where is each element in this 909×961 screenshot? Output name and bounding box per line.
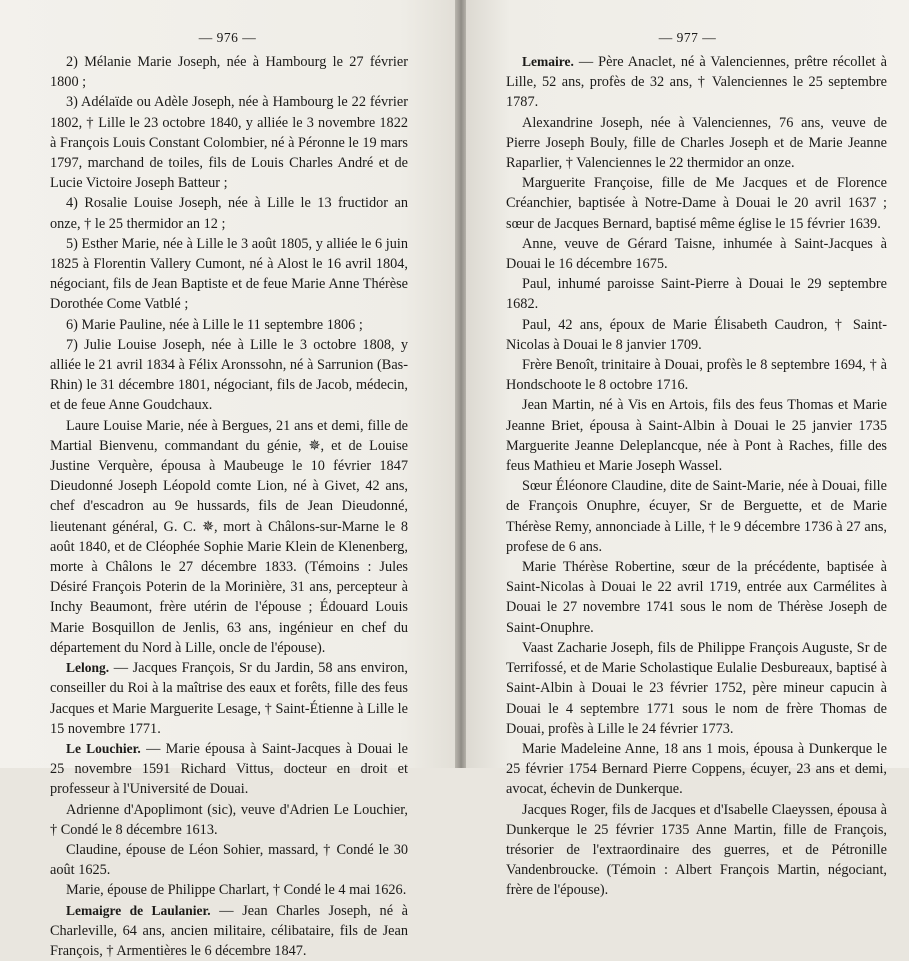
family-name-heading: Le Louchier. — [66, 740, 141, 756]
entry-paragraph: Marie Madeleine Anne, 18 ans 1 mois, épousa à Dunkerque le 25 février 1754 Bernard Pierre Coppens, écuyer, 23 ans et demi, avocat, échevin de Dunkerque. — [506, 740, 887, 798]
entry-paragraph: Jean Martin, né à Vis en Artois, fils des feus Thomas et Marie Jeanne Briet, épousa à Saint-Albin à Douai le 25 janvier 1735 Marguerite Jeanne Deleplancque, née à Pont à Raches, fille des feus Mathieu et Marie Joseph Wassel. — [506, 397, 887, 475]
entry-paragraph: Adrienne d'Apoplimont (sic), veuve d'Adrien Le Louchier, † Condé le 8 décembre 1613. — [50, 801, 408, 838]
left-page-text — [50, 52, 409, 959]
entry-paragraph: Anne, veuve de Gérard Taisne, inhumée à Saint-Jacques à Douai le 16 décembre 1675. — [506, 235, 887, 273]
left-page — [0, 0, 455, 959]
entry-paragraph: 7) Julie Louise Joseph, née à Lille le 3 octobre 1808, y alliée le 21 avril 1834 à Félix Aronssohn, né à Sarrunion (Bas-Rhin) le 31 décembre 1801, négociant, fils de Jacob, médecin, et de feue Anne Goudchaux. — [50, 336, 408, 414]
page-number-left: — 976 — — [198, 30, 257, 45]
entry-paragraph: 3) Adélaïde ou Adèle Joseph, née à Hambourg le 22 février 1802, † Lille le 23 octobre 1840, y alliée le 3 novembre 1822 à François Louis Constant Colombier, né à Péronne le 19 mars 1797, marchand de toiles, fils de Louis Charles André et de Lucie Victoire Joseph Batteur ; — [50, 94, 408, 192]
family-name-heading: Lemaigre de Laulanier. — [66, 902, 211, 918]
entry-paragraph: Paul, inhumé paroisse Saint-Pierre à Douai le 29 septembre 1682. — [506, 276, 887, 313]
entry-paragraph: Le Louchier. — Marie épousa à Saint-Jacques à Douai le 25 novembre 1591 Richard Vittus, docteur en droit et professeur à l'Université de Douai. — [50, 740, 408, 798]
entry-paragraph: Lemaigre de Laulanier. — Jean Charles Joseph, né à Charleville, 64 ans, ancien militaire, célibataire, fils de Jean François, † Armentières le 6 décembre 1847. — [50, 902, 409, 959]
entry-paragraph: Paul, 42 ans, époux de Marie Élisabeth Caudron, † Saint-Nicolas à Douai le 8 janvier 1709. — [506, 316, 887, 353]
entry-paragraph: Marie, épouse de Philippe Charlart, † Condé le 4 mai 1626. — [66, 882, 407, 899]
entry-paragraph: Lemaire. — Père Anaclet, né à Valenciennes, prêtre récollet à Lille, 52 ans, profès de 32 ans, † Valenciennes le 25 septembre 1787. — [506, 54, 887, 111]
entry-paragraph: Laure Louise Marie, née à Bergues, 21 ans et demi, fille de Martial Bienvenu, commandant du génie, ✵, et de Louise Justine Verquère, épousa à Maubeuge le 10 février 1847 Dieudonné Joseph Léopold comte Lion, né à Givet, 42 ans, chef d'escadron au 9e hussards, fils de Jean Dieudonné, lieutenant général, G. C. ✵, mort à Châlons-sur-Marne le 8 août 1840, et de Cléophée Sophie Marie Klein de Klenenberg, morte à Châlons le 27 décembre 1833. (Témoins : Jules Désiré François Poterin de la Morinière, 31 ans, percepteur à Inchy Beaumont, frère utérin de l'épouse ; Édouard Louis Marie Bosquillon de Jenlis, 63 ans, ingénieur en chef du département du Nord à Lille, oncle de l'épouse). — [50, 417, 408, 656]
entry-paragraph: Vaast Zacharie Joseph, fils de Philippe François Auguste, Sr de Terrifossé, et de Marie Scholastique Eulalie Desbureaux, baptisé à Saint-Albin à Douai le 23 février 1752, père mineur capucin à Douai le 4 septembre 1771 sous le nom de frère Thomas de Douai, profès à Lille le 24 février 1773. — [506, 639, 887, 737]
entry-paragraph: Claudine, épouse de Léon Sohier, massard, † Condé le 30 août 1625. — [50, 841, 408, 879]
entry-paragraph: Marguerite Françoise, fille de Me Jacques et de Florence Créanchier, baptisée à Notre-Dame à Douai le 20 avril 1637 ; sœur de Jacques Bernard, baptisé même église le 15 février 1639. — [506, 175, 887, 232]
entry-paragraph: Jacques Roger, fils de Jacques et d'Isabelle Claeyssen, épousa à Dunkerque le 25 février 1735 Anne Martin, fille de François, trésorier de l'extraordinaire des guerres, et de Pétronille Vandenbroucke. (Témoin : Albert François Martin, négociant, frère de l'épouse). — [506, 801, 887, 899]
entry-paragraph: Sœur Éléonore Claudine, dite de Saint-Marie, née à Douai, fille de François Onuphre, écuyer, Sr de Berguette, et de Marie Thérèse Remy, annonciade à Lille, † le 9 décembre 1736 à 27 ans, profese de 6 ans. — [506, 478, 887, 555]
entry-paragraph: 2) Mélanie Marie Joseph, née à Hambourg le 27 février 1800 ; — [50, 54, 408, 91]
page-number-right: — 977 — — [658, 30, 717, 45]
right-page — [466, 0, 909, 899]
book-gutter — [455, 0, 466, 768]
entry-paragraph: Alexandrine Joseph, née à Valenciennes, 76 ans, veuve de Pierre Joseph Bouly, fille de Charles Joseph et de Marie Jeanne Raparlier, † Valenciennes le 22 thermidor an onze. — [506, 114, 887, 172]
entry-paragraph: 5) Esther Marie, née à Lille le 3 août 1805, y alliée le 6 juin 1825 à Florentin Vallery Cumont, né à Alost le 16 avril 1804, négociant, fils de Jean Baptiste et de feue Marie Anne Thérèse Dorothée Come Vatblé ; — [50, 235, 408, 313]
entry-paragraph: 4) Rosalie Louise Joseph, née à Lille le 13 fructidor an onze, † le 25 thermidor an 12 ; — [50, 195, 408, 232]
family-name-heading: Lemaire. — [522, 54, 574, 69]
family-name-heading: Lelong. — [66, 660, 110, 676]
entry-paragraph: Frère Benoît, trinitaire à Douai, profès le 8 septembre 1694, † à Hondschoote le 8 octobre 1716. — [506, 357, 887, 394]
entry-paragraph: Marie Thérèse Robertine, sœur de la précédente, baptisée à Saint-Nicolas à Douai le 22 avril 1719, entrée aux Carmélites à Douai le 27 novembre 1741 sous le nom de Thérèse Joseph de Saint-Onuphre. — [506, 559, 887, 636]
entry-paragraph: Lelong. — Jacques François, Sr du Jardin, 58 ans environ, conseiller du Roi à la maîtrise des eaux et forêts, fille des feus Jacques et Marie Marguerite Lesage, † Saint-Étienne à Lille le 15 novembre 1771. — [50, 660, 408, 737]
right-page-text — [506, 52, 887, 899]
entry-paragraph: 6) Marie Pauline, née à Lille le 11 septembre 1806 ; — [66, 316, 363, 333]
